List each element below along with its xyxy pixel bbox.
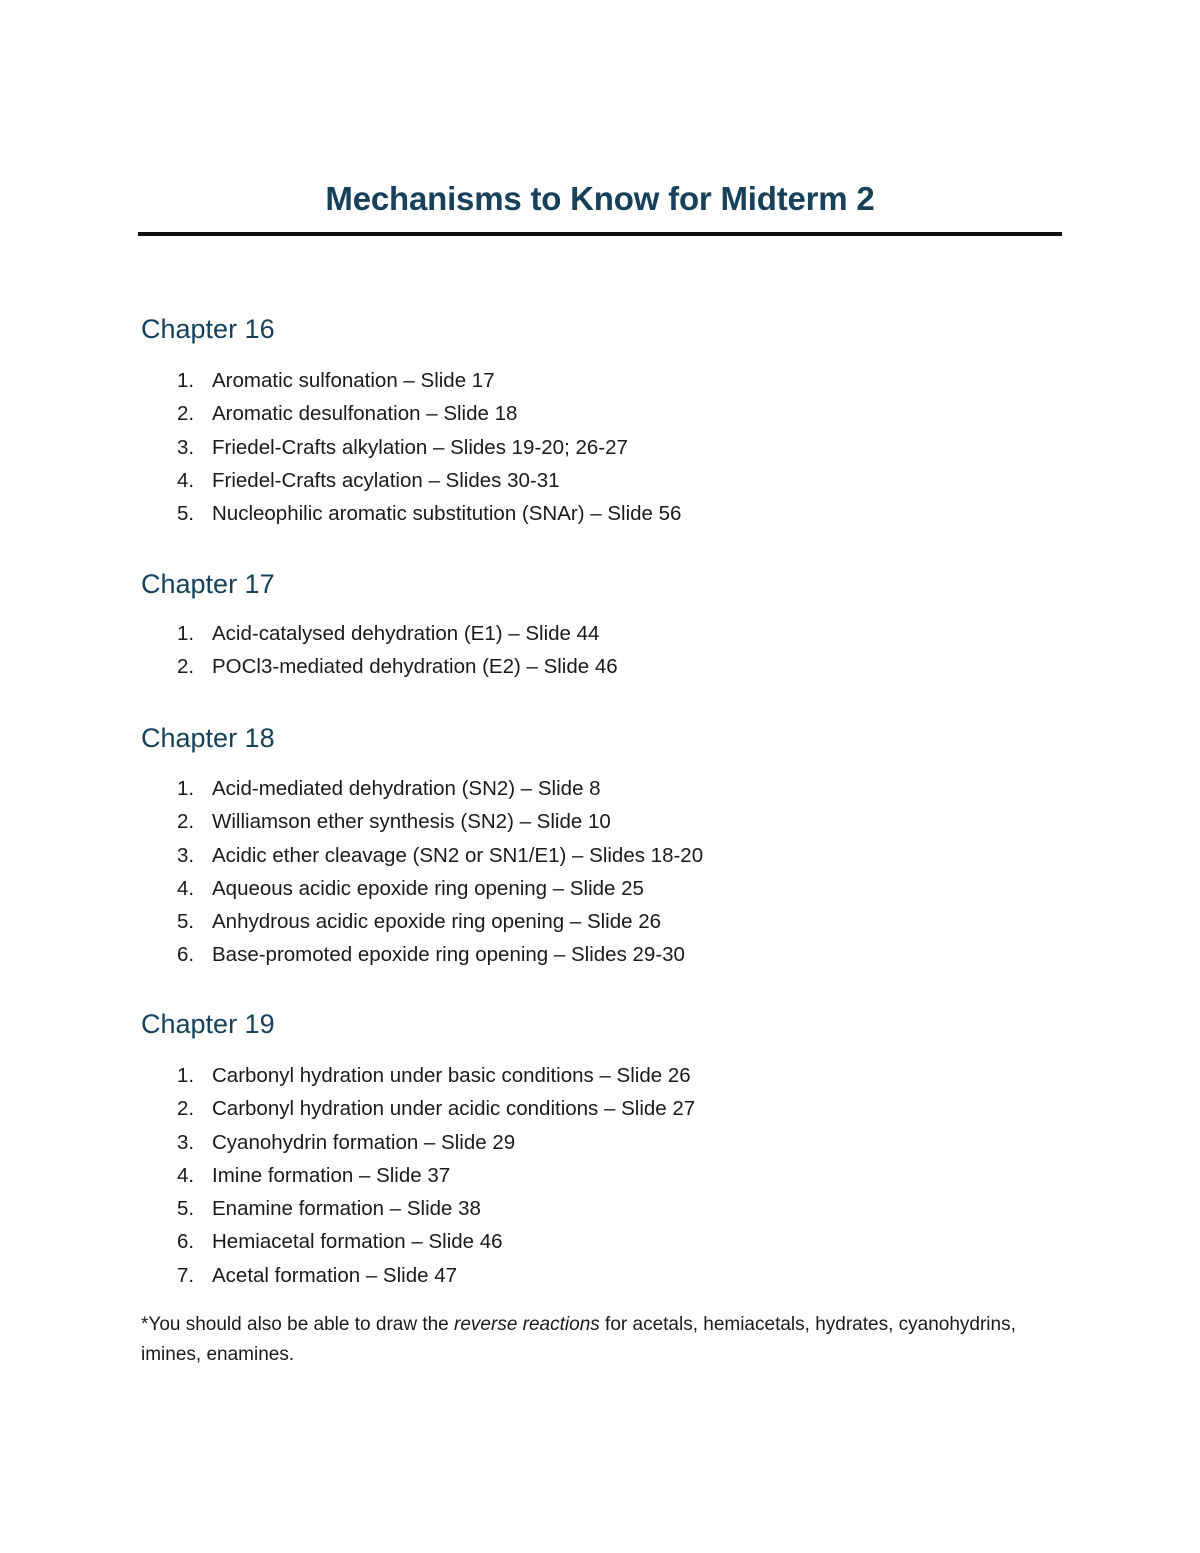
item-number: 2. — [177, 810, 195, 834]
item-text: Carbonyl hydration under acidic conditions – Slide 27 — [212, 1097, 696, 1121]
item-text: Acid-catalysed dehydration (E1) – Slide 44 — [212, 622, 600, 645]
item-text: Base-promoted epoxide ring opening – Slides 29-30 — [212, 943, 685, 967]
item-number: 2. — [177, 655, 195, 679]
item-text: Acetal formation – Slide 47 — [212, 1263, 457, 1287]
item-number: 3. — [177, 435, 195, 459]
chapter-19-heading: Chapter 19 — [141, 1009, 275, 1039]
item-number: 2. — [177, 402, 195, 426]
item-text: Hemiacetal formation – Slide 46 — [212, 1230, 503, 1254]
item-text: Williamson ether synthesis (SN2) – Slide 10 — [212, 810, 611, 834]
item-text: Enamine formation – Slide 38 — [212, 1197, 481, 1221]
item-text: Aromatic sulfonation – Slide 17 — [212, 369, 495, 392]
item-number: 1. — [177, 1064, 195, 1087]
chapter-16-heading: Chapter 16 — [141, 314, 275, 344]
item-text: Friedel-Crafts alkylation – Slides 19-20; 26-27 — [212, 435, 628, 459]
footnote-emphasis: reverse reactions — [454, 1314, 600, 1335]
item-number: 6. — [177, 1230, 195, 1254]
item-number: 7. — [177, 1263, 195, 1287]
item-text: Anhydrous acidic epoxide ring opening – Slide 26 — [212, 910, 662, 934]
chapter-18-heading: Chapter 18 — [141, 723, 275, 753]
item-number: 4. — [177, 876, 195, 900]
item-number: 4. — [177, 1163, 195, 1187]
item-text: Cyanohydrin formation – Slide 29 — [212, 1130, 516, 1154]
item-text: Imine formation – Slide 37 — [212, 1163, 451, 1187]
chapter-17-heading: Chapter 17 — [141, 569, 275, 599]
item-text: Acidic ether cleavage (SN2 or SN1/E1) – Slides 18-20 — [212, 843, 704, 867]
item-number: 5. — [177, 502, 195, 526]
item-number: 2. — [177, 1097, 195, 1121]
item-text: Acid-mediated dehydration (SN2) – Slide 8 — [212, 777, 601, 800]
page-title: Mechanisms to Know for Midterm 2 — [325, 180, 875, 217]
item-text: Nucleophilic aromatic substitution (SNAr) – Slide 56 — [212, 502, 682, 526]
item-number: 5. — [177, 910, 195, 934]
footnote — [141, 1310, 1041, 1370]
item-number: 6. — [177, 943, 195, 967]
item-number: 1. — [177, 369, 195, 392]
item-number: 4. — [177, 468, 195, 492]
item-text: Aromatic desulfonation – Slide 18 — [212, 402, 518, 426]
item-number: 1. — [177, 777, 195, 800]
item-text: POCl3-mediated dehydration (E2) – Slide 46 — [212, 655, 618, 679]
item-text: Carbonyl hydration under basic conditions – Slide 26 — [212, 1064, 691, 1087]
footnote-lead: *You should also be able to draw the — [141, 1314, 455, 1335]
title-divider — [138, 232, 1062, 236]
item-text: Friedel-Crafts acylation – Slides 30-31 — [212, 468, 560, 492]
footnote-tail: for acetals, hemiacetals, hydrates, cyanohydrins, imines, enamines. — [141, 1314, 1016, 1365]
item-number: 5. — [177, 1197, 195, 1221]
item-number: 3. — [177, 843, 195, 867]
item-number: 3. — [177, 1130, 195, 1154]
item-number: 1. — [177, 622, 195, 645]
item-text: Aqueous acidic epoxide ring opening – Slide 25 — [212, 876, 644, 900]
